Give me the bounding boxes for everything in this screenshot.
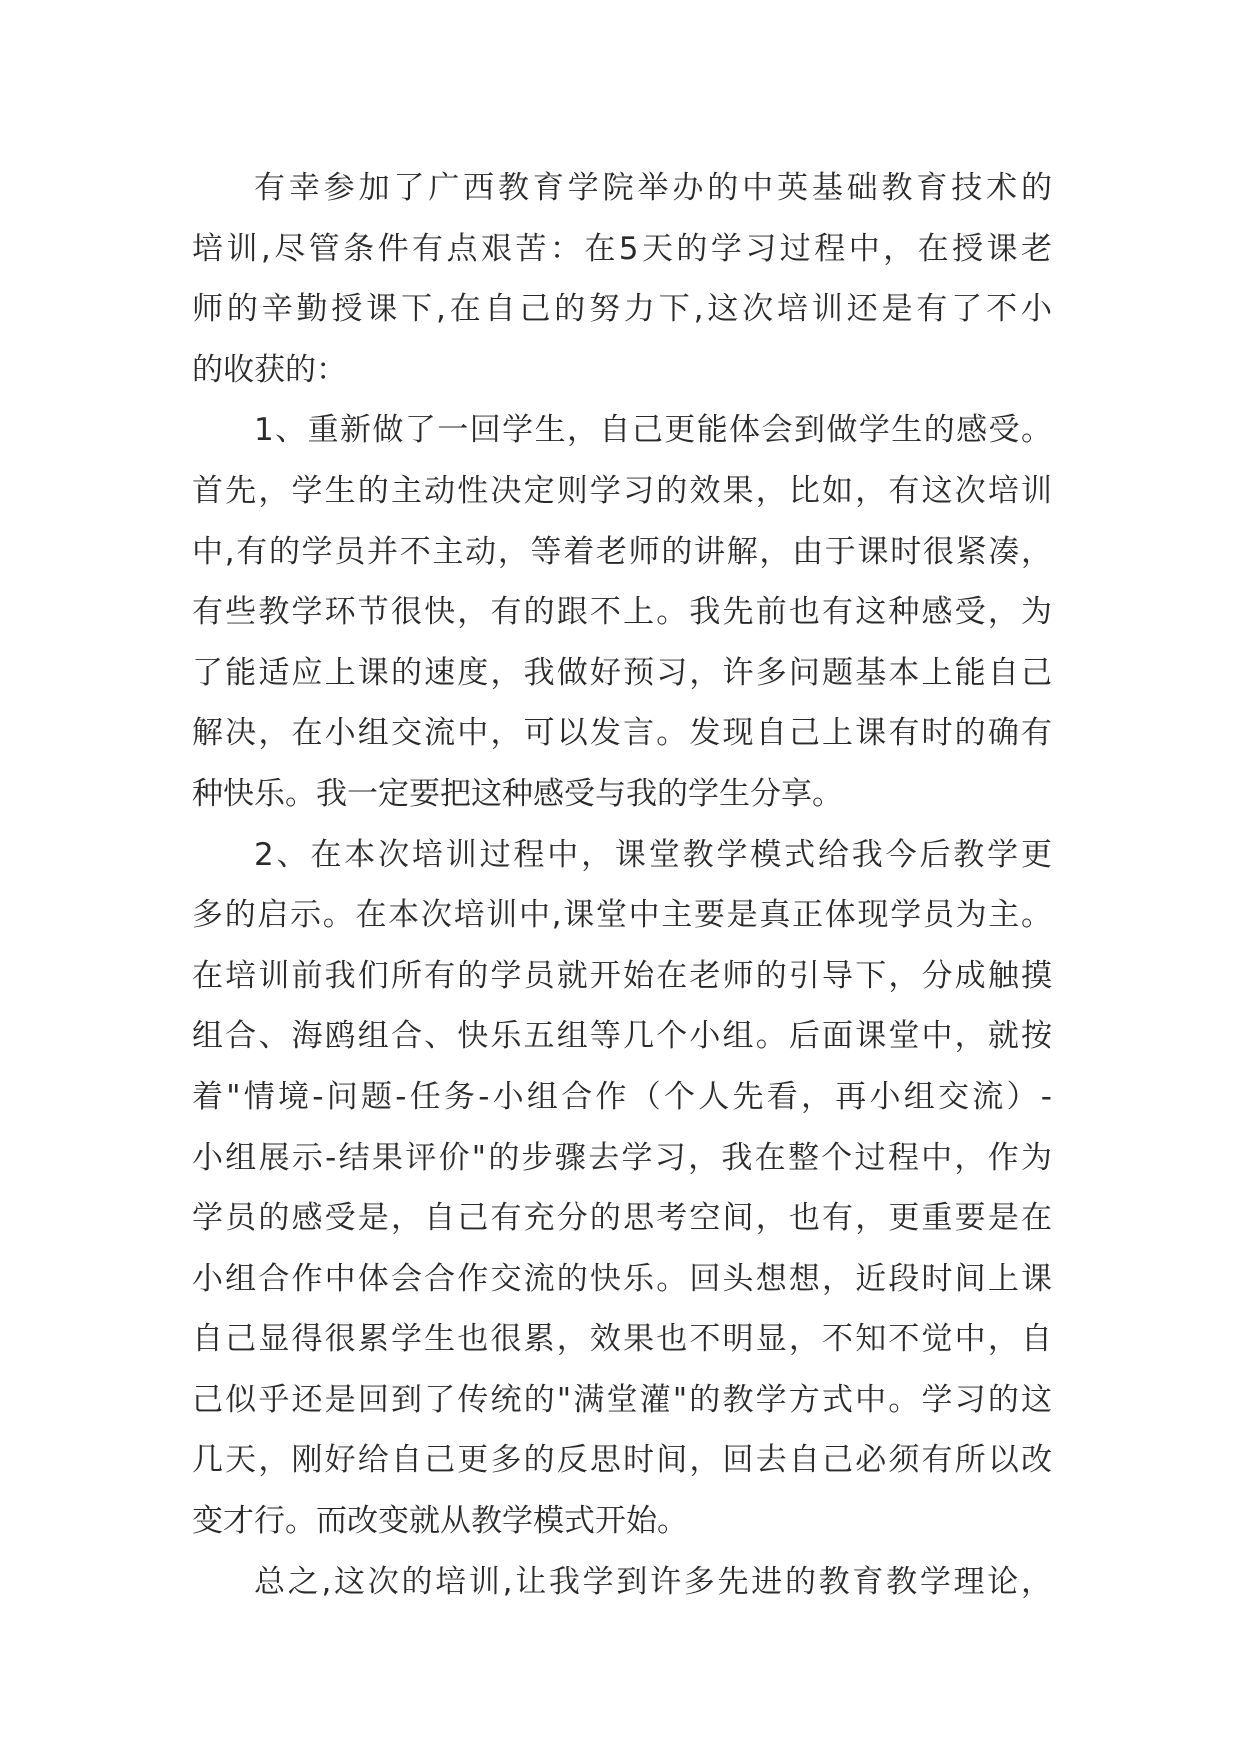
text-line: 小组合作中体会合作交流的快乐。回头想想，近段时间上课 [192,1260,1052,1297]
text-line: 了能适应上课的速度，我做好预习，许多问题基本上能自己 [192,654,1052,691]
text-line: 组合、海鸥组合、快乐五组等几个小组。后面课堂中，就按 [192,1018,1052,1055]
text-line: 总之,这次的培训,让我学到许多先进的教育教学理论， [254,1563,1052,1600]
text-line: 培训,尽管条件有点艰苦：在5天的学习过程中，在授课老 [192,230,1052,267]
text-line: 变才行。而改变就从教学模式开始。 [192,1503,688,1540]
text-line: 学员的感受是，自己有充分的思考空间，也有，更重要是在 [192,1200,1052,1237]
text-line: 着"情境-问题-任务-小组合作（个人先看，再小组交流）- [192,1078,1052,1115]
text-line: 首先，学生的主动性决定则学习的效果，比如，有这次培训 [192,472,1052,509]
text-line: 师的辛勤授课下,在自己的努力下,这次培训还是有了不小 [192,291,1052,328]
text-line: 1、重新做了一回学生，自己更能体会到做学生的感受。 [254,412,1052,449]
text-line: 有些教学环节很快，有的跟不上。我先前也有这种感受，为 [192,594,1052,631]
text-line: 中,有的学员并不主动，等着老师的讲解，由于课时很紧凑， [192,533,1052,570]
text-line: 己似乎还是回到了传统的"满堂灌"的教学方式中。学习的这 [192,1381,1052,1418]
text-line: 自己显得很累学生也很累，效果也不明显，不知不觉中，自 [192,1321,1052,1358]
text-line: 几天，刚好给自己更多的反思时间，回去自己必须有所以改 [192,1442,1052,1479]
text-line: 小组展示-结果评价"的步骤去学习，我在整个过程中，作为 [192,1139,1052,1176]
text-line: 的收获的： [192,351,347,388]
text-line: 种快乐。我一定要把这种感受与我的学生分享。 [192,775,843,812]
text-line: 解决，在小组交流中，可以发言。发现自己上课有时的确有 [192,715,1052,752]
text-line: 多的启示。在本次培训中,课堂中主要是真正体现学员为主。 [192,897,1052,934]
text-line: 有幸参加了广西教育学院举办的中英基础教育技术的 [254,170,1052,206]
text-line: 2、在本次培训过程中，课堂教学模式给我今后教学更 [254,836,1052,873]
document-body [192,158,1052,1612]
text-line: 在培训前我们所有的学员就开始在老师的引导下，分成触摸 [192,957,1052,994]
